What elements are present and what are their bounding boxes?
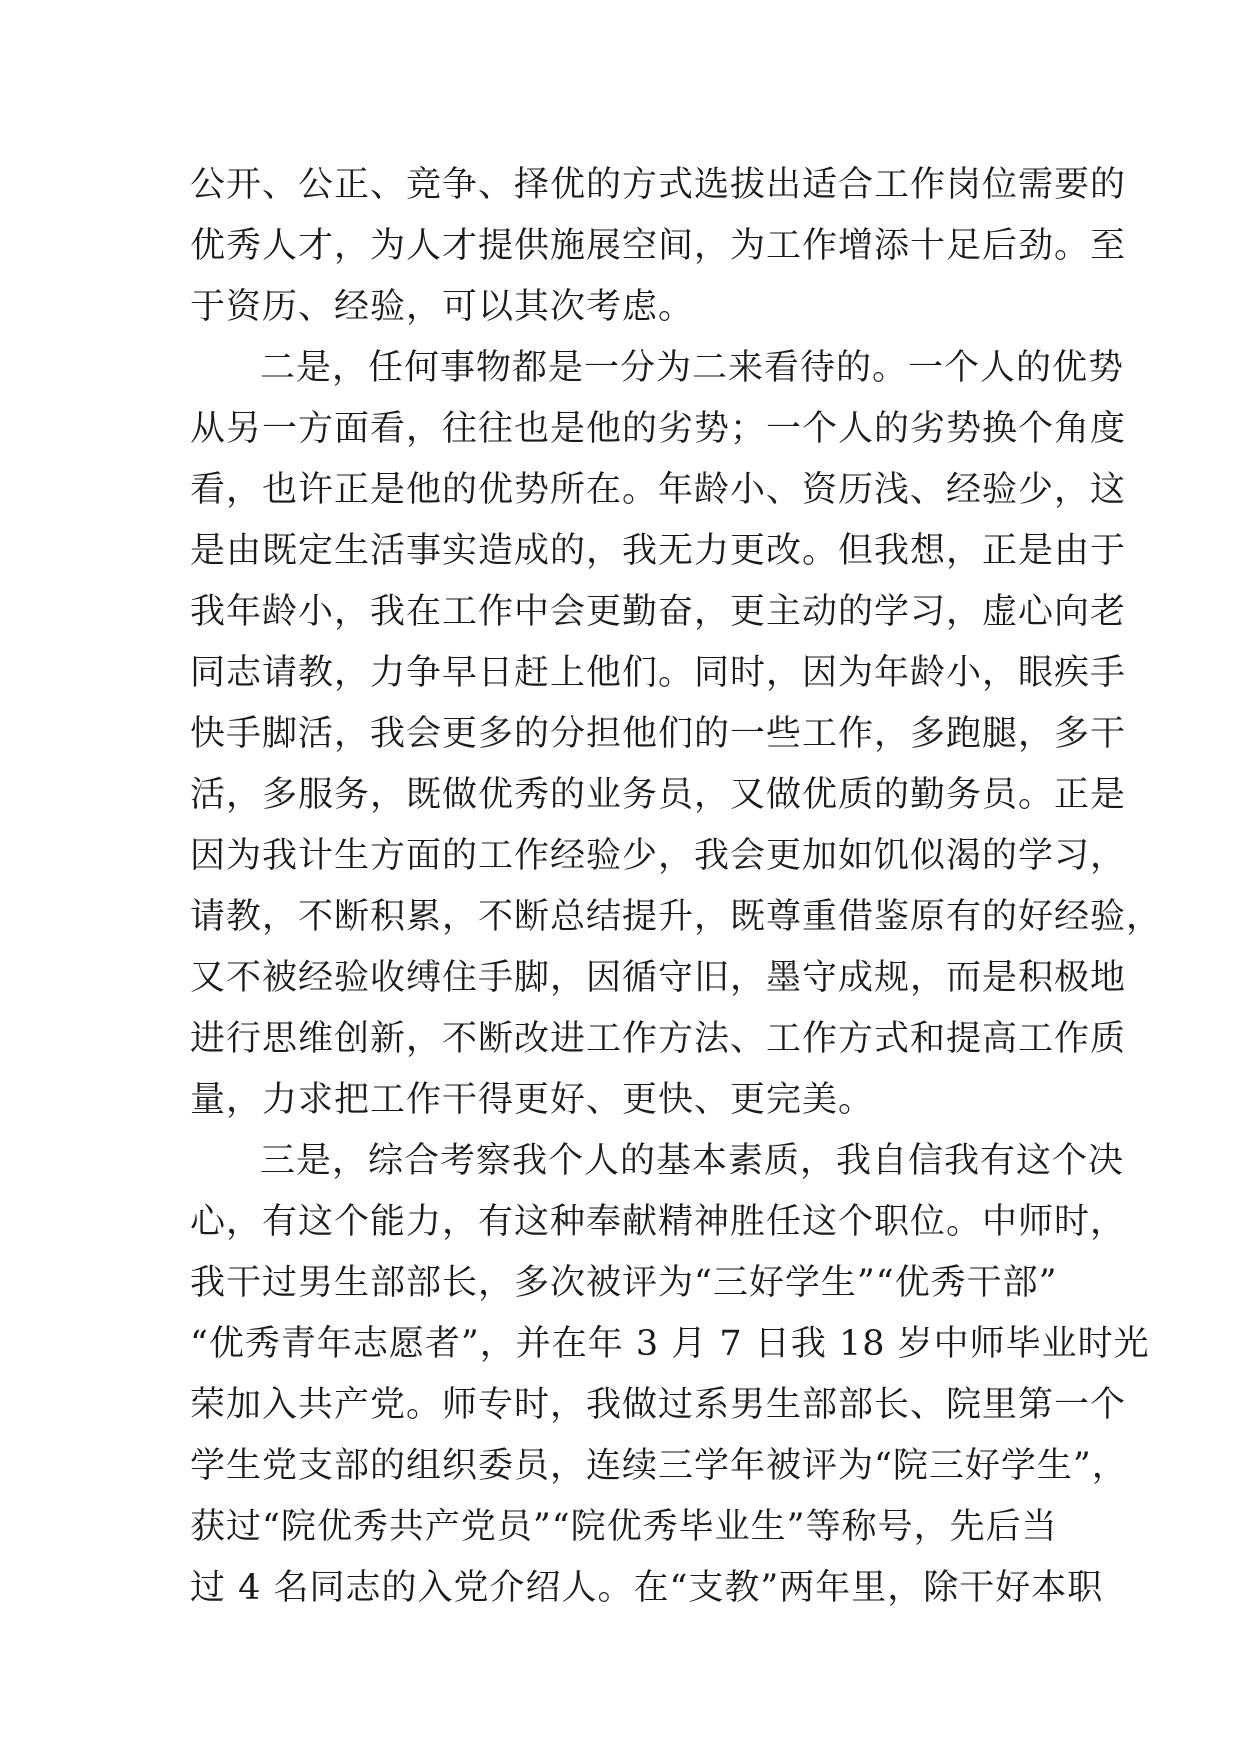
text-line: 我年龄小，我在工作中会更勤奋，更主动的学习，虚心向老	[190, 592, 1127, 632]
text-line: 因为我计生方面的工作经验少，我会更加如饥似渴的学习，	[190, 836, 1127, 876]
text-line: “优秀青年志愿者”，并在年 3 月 7 日我 18 岁中师毕业时光	[190, 1324, 1150, 1364]
text-line: 荣加入共产党。师专时，我做过系男生部部长、院里第一个	[190, 1385, 1127, 1425]
text-line: 同志请教，力争早日赶上他们。同时，因为年龄小，眼疾手	[190, 653, 1127, 693]
text-line: 从另一方面看，往往也是他的劣势；一个人的劣势换个角度	[190, 409, 1127, 449]
text-line: 我干过男生部部长，多次被评为“三好学生”“优秀干部”	[190, 1263, 1058, 1303]
text-line: 又不被经验收缚住手脚，因循守旧，墨守成规，而是积极地	[190, 958, 1127, 998]
text-line: 过 4 名同志的入党介绍人。在“支教”两年里，除干好本职	[190, 1568, 1104, 1608]
text-line: 快手脚活，我会更多的分担他们的一些工作，多跑腿，多干	[190, 714, 1127, 754]
text-line: 公开、公正、竞争、择优的方式选拔出适合工作岗位需要的	[190, 165, 1127, 205]
text-line: 活，多服务，既做优秀的业务员，又做优质的勤务员。正是	[190, 775, 1127, 815]
text-line: 看，也许正是他的优势所在。年龄小、资历浅、经验少，这	[190, 470, 1127, 510]
text-line: 二是，任何事物都是一分为二来看待的。一个人的优势	[260, 348, 1125, 388]
text-line: 于资历、经验，可以其次考虑。	[190, 287, 695, 327]
text-line: 量，力求把工作干得更好、更快、更完美。	[190, 1080, 875, 1120]
body-text	[190, 155, 1163, 1619]
text-line: 心，有这个能力，有这种奉献精神胜任这个职位。中师时，	[190, 1202, 1127, 1242]
text-line: 优秀人才，为人才提供施展空间，为工作增添十足后劲。至	[190, 226, 1127, 266]
text-line: 是由既定生活事实造成的，我无力更改。但我想，正是由于	[190, 531, 1127, 571]
text-line: 获过“院优秀共产党员”“院优秀毕业生”等称号，先后当	[190, 1507, 1058, 1547]
text-line: 三是，综合考察我个人的基本素质，我自信我有这个决	[260, 1141, 1125, 1181]
text-line: 进行思维创新，不断改进工作方法、工作方式和提高工作质	[190, 1019, 1127, 1059]
text-line: 学生党支部的组织委员，连续三学年被评为“院三好学生”，	[190, 1446, 1128, 1486]
text-line: 请教，不断积累，不断总结提升，既尊重借鉴原有的好经验，	[190, 897, 1163, 937]
